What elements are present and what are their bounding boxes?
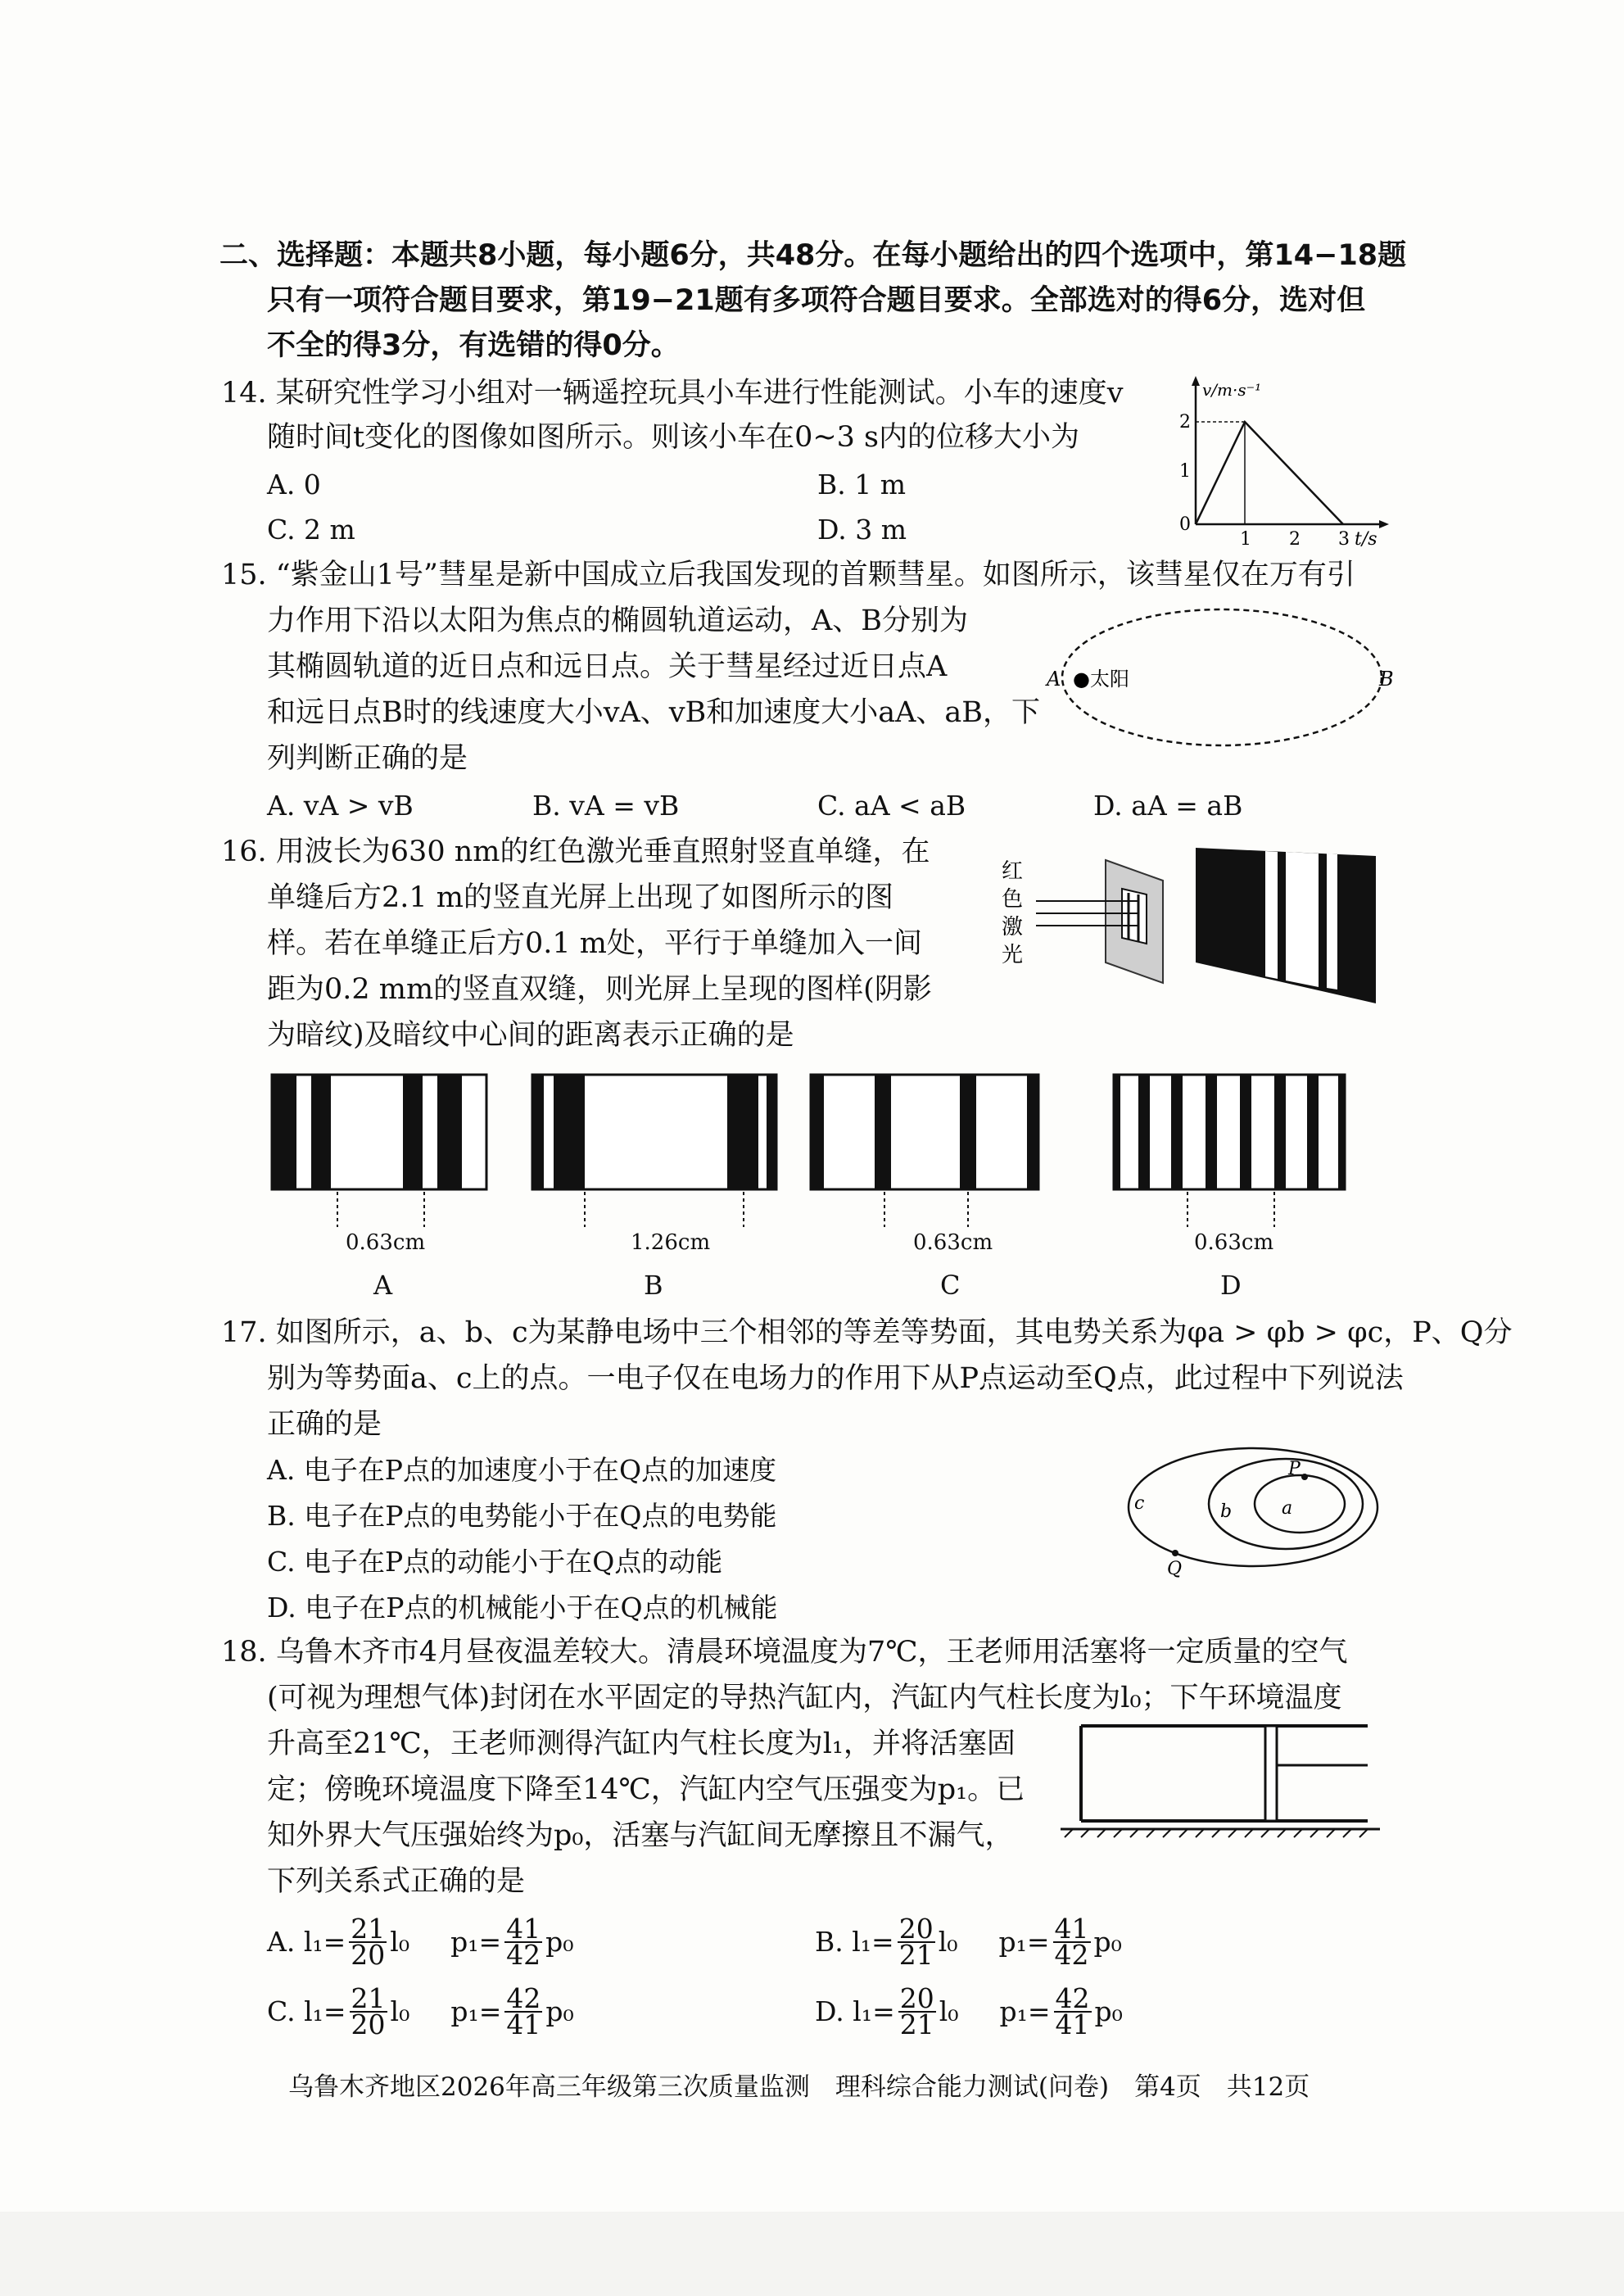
q15-option-b[interactable]: B. vA = vB: [532, 790, 680, 822]
q14-stem-line1: 14. 某研究性学习小组对一辆遥控玩具小车进行性能测试。小车的速度v: [221, 377, 1124, 410]
q17-surface-a: [1255, 1475, 1345, 1533]
q18-a-l-num: 21: [351, 1913, 386, 1945]
q16-pattern-a-dist: 0.63cm: [346, 1230, 426, 1255]
q15-stem-line2: 力作用下沿以太阳为焦点的椭圆轨道运动，A、B分别为: [267, 605, 968, 637]
q17-label-b: b: [1220, 1501, 1233, 1522]
q18-b-eq1: =: [871, 1926, 894, 1958]
q18-b-l0: l₀: [938, 1926, 958, 1958]
q17-label-a: a: [1282, 1498, 1293, 1519]
page-footer: 乌鲁木齐地区2026年高三年级第三次质量监测 理科综合能力测试(问卷) 第4页 共12页: [288, 2072, 1310, 2102]
q17-point-p: P: [1288, 1459, 1301, 1479]
q18-a-p-den: 42: [506, 1939, 541, 1971]
q18-a-eq1: =: [323, 1926, 346, 1958]
q16-stem-line5: 为暗纹)及暗纹中心间的距离表示正确的是: [267, 1019, 794, 1052]
q15-option-a[interactable]: A. vA > vB: [267, 790, 414, 822]
q14-graph-xtick-2: 2: [1289, 529, 1301, 550]
q14-option-c[interactable]: C. 2 m: [267, 514, 355, 546]
q17-stem-line3: 正确的是: [267, 1408, 382, 1441]
q18-a-l0: l₀: [390, 1926, 410, 1958]
q16-stem-line4: 距为0.2 mm的竖直双缝，则光屏上呈现的图样(阴影: [267, 973, 932, 1006]
q18-d-p-den: 41: [1055, 2008, 1090, 2040]
q18-c-eq2: =: [478, 1995, 502, 2027]
section-header-line3: 不全的得3分，有选错的得0分。: [267, 329, 680, 362]
q18-d-l0: l₀: [939, 1995, 959, 2027]
q18-b-p-den: 42: [1054, 1939, 1089, 1971]
q16-pattern-c-letter[interactable]: C: [940, 1270, 961, 1301]
q18-b-p0: p₀: [1093, 1926, 1122, 1958]
q18-stem-line1: 18. 乌鲁木齐市4月昼夜温差较大。清晨环境温度为7℃，王老师用活塞将一定质量的空气: [221, 1636, 1348, 1669]
q17-option-c[interactable]: C. 电子在P点的动能小于在Q点的动能: [267, 1546, 723, 1578]
q18-stem-line3: 升高至21℃，王老师测得汽缸内气柱长度为l₁，并将活塞固: [267, 1728, 1016, 1760]
q18-option-b[interactable]: [815, 1913, 1122, 1971]
q18-c-p-den: 41: [506, 2008, 541, 2040]
q18-option-d[interactable]: [815, 1982, 1123, 2040]
q18-d-p0: p₀: [1094, 1995, 1123, 2027]
q18-c-p1: p₁: [450, 1995, 479, 2027]
q18-c-l-den: 20: [351, 2008, 386, 2040]
q18-d-eq1: =: [872, 1995, 895, 2027]
q18-d-l-den: 21: [899, 2008, 934, 2040]
q17-option-a[interactable]: A. 电子在P点的加速度小于在Q点的加速度: [267, 1454, 777, 1486]
page-bottom-shadow: [0, 2212, 1624, 2296]
q18-c-p0: p₀: [545, 1995, 574, 2027]
q14-graph-xtick-3: 3: [1338, 529, 1350, 550]
q16-laser-char3: 激: [1002, 915, 1024, 940]
q16-pattern-b[interactable]: [532, 1075, 776, 1227]
q18-stem-line2: (可视为理想气体)封闭在水平固定的导热汽缸内，汽缸内气柱长度为l₀；下午环境温度: [267, 1682, 1342, 1714]
q15-stem-line4: 和远日点B时的线速度大小vA、vB和加速度大小aA、aB，下: [267, 696, 1040, 729]
q16-pattern-d[interactable]: [1114, 1075, 1345, 1227]
q18-a-p0: p₀: [545, 1926, 574, 1958]
q17-option-b[interactable]: B. 电子在P点的电势能小于在Q点的电势能: [267, 1500, 777, 1532]
q16-laser-char4: 光: [1002, 943, 1024, 967]
q18-d-p-num: 42: [1055, 1982, 1090, 2014]
q18-b-p-num: 41: [1054, 1913, 1089, 1945]
q14-graph-ylabel: v/m·s⁻¹: [1202, 380, 1262, 400]
q16-pattern-c-dist: 0.63cm: [913, 1230, 993, 1255]
q16-pattern-d-letter[interactable]: D: [1220, 1270, 1242, 1301]
q18-option-b-label: B.: [815, 1926, 844, 1958]
q18-b-l-den: 21: [898, 1939, 934, 1971]
q15-point-b: B: [1379, 668, 1394, 691]
q16-pattern-a-letter[interactable]: A: [373, 1270, 393, 1301]
q18-b-l1: l₁: [852, 1926, 872, 1958]
q14-vt-graph: [1163, 373, 1392, 550]
section-header-line2: 只有一项符合题目要求，第19−21题有多项符合题目要求。全部选对的得6分，选对但: [267, 284, 1366, 317]
q14-graph-ytick-1: 1: [1179, 461, 1191, 482]
q18-b-l-num: 20: [898, 1913, 934, 1945]
q18-c-l1: l₁: [304, 1995, 323, 2027]
q18-d-p1: p₁: [999, 1995, 1028, 2027]
q18-a-p1: p₁: [450, 1926, 479, 1958]
q18-c-l-num: 21: [351, 1982, 386, 2014]
q14-graph-ytick-2: 2: [1179, 412, 1191, 432]
q18-a-eq2: =: [478, 1926, 502, 1958]
q16-pattern-d-dist: 0.63cm: [1194, 1230, 1274, 1255]
q18-a-p-num: 41: [506, 1913, 541, 1945]
q14-graph-xlabel: t/s: [1355, 529, 1377, 550]
q18-b-p1: p₁: [998, 1926, 1027, 1958]
q17-stem-line2: 别为等势面a、c上的点。一电子仅在电场力的作用下从P点运动至Q点，此过程中下列说法: [267, 1362, 1404, 1395]
q18-c-l0: l₀: [390, 1995, 410, 2027]
q16-stem-line3: 样。若在单缝正后方0.1 m处，平行于单缝加入一间: [267, 927, 922, 960]
q15-stem-line1: 15. “紫金山1号”彗星是新中国成立后我国发现的首颗彗星。如图所示，该彗星仅在万有引: [221, 559, 1355, 591]
section-header-line1: 二、选择题：本题共8小题，每小题6分，共48分。在每小题给出的四个选项中，第14−18题: [219, 239, 1407, 272]
q16-option-patterns: [270, 1073, 1359, 1229]
q18-a-l-den: 20: [351, 1939, 386, 1971]
q17-label-c: c: [1134, 1493, 1145, 1514]
q18-d-l-num: 20: [899, 1982, 934, 2014]
q15-option-c[interactable]: C. aA < aB: [817, 790, 966, 822]
q15-sun-label: ●太阳: [1073, 668, 1129, 691]
q16-pattern-c[interactable]: [811, 1075, 1038, 1227]
q16-pattern-a[interactable]: [272, 1075, 486, 1227]
q18-stem-line5: 知外界大气压强始终为p₀，活塞与汽缸间无摩擦且不漏气，: [267, 1819, 1014, 1852]
q15-option-d[interactable]: D. aA = aB: [1093, 790, 1243, 822]
q18-b-eq2: =: [1026, 1926, 1050, 1958]
q14-option-b[interactable]: B. 1 m: [817, 469, 907, 500]
q16-pattern-b-dist: 1.26cm: [631, 1230, 711, 1255]
q17-option-d[interactable]: D. 电子在P点的机械能小于在Q点的机械能: [267, 1592, 778, 1624]
q14-option-a[interactable]: A. 0: [267, 469, 321, 500]
q16-stem-line1: 16. 用波长为630 nm的红色激光垂直照射竖直单缝，在: [221, 836, 930, 868]
q15-orbit-figure: [1040, 602, 1392, 758]
q18-option-a[interactable]: [267, 1913, 574, 1971]
q18-a-l1: l₁: [303, 1926, 323, 1958]
q18-d-eq2: =: [1027, 1995, 1051, 2027]
q18-d-l1: l₁: [853, 1995, 873, 2027]
q18-option-c-label: C.: [267, 1995, 296, 2027]
q18-piston: [1265, 1726, 1277, 1821]
q18-option-d-label: D.: [815, 1995, 844, 2027]
q18-c-p-num: 42: [506, 1982, 541, 2014]
q16-laser-char1: 红: [1002, 859, 1024, 884]
q18-option-a-label: A.: [267, 1926, 296, 1958]
q16-laser-char2: 色: [1002, 887, 1024, 912]
q17-equipotential-figure: [1118, 1442, 1388, 1581]
q17-point-q: Q: [1167, 1559, 1183, 1579]
q18-stem-line4: 定；傍晚环境温度下降至14℃，汽缸内空气压强变为p₁。已: [267, 1773, 1025, 1806]
q14-graph-xtick-0: 0: [1179, 514, 1191, 535]
q18-option-c[interactable]: [267, 1982, 574, 2040]
q14-stem-line2: 随时间t变化的图像如图所示。则该小车在0~3 s内的位移大小为: [267, 421, 1080, 454]
q16-slit-setup-figure: [995, 844, 1380, 1008]
q18-stem-line6: 下列关系式正确的是: [267, 1865, 526, 1898]
q14-graph-xtick-1: 1: [1240, 529, 1251, 550]
q15-stem-line5: 列判断正确的是: [267, 742, 468, 775]
q14-option-d[interactable]: D. 3 m: [817, 514, 907, 546]
q18-c-eq1: =: [323, 1995, 346, 2027]
q18-cylinder-figure: [1056, 1716, 1384, 1839]
q17-stem-line1: 17. 如图所示，a、b、c为某静电场中三个相邻的等差等势面，其电势关系为φa > φb > φc，P、Q分: [221, 1316, 1513, 1349]
q17-surface-c: [1129, 1448, 1377, 1566]
q16-stem-line2: 单缝后方2.1 m的竖直光屏上出现了如图所示的图: [267, 881, 893, 914]
q16-pattern-b-letter[interactable]: B: [644, 1270, 663, 1301]
q15-stem-line3: 其椭圆轨道的近日点和远日点。关于彗星经过近日点A: [267, 650, 948, 683]
q15-point-a: A: [1047, 668, 1061, 691]
